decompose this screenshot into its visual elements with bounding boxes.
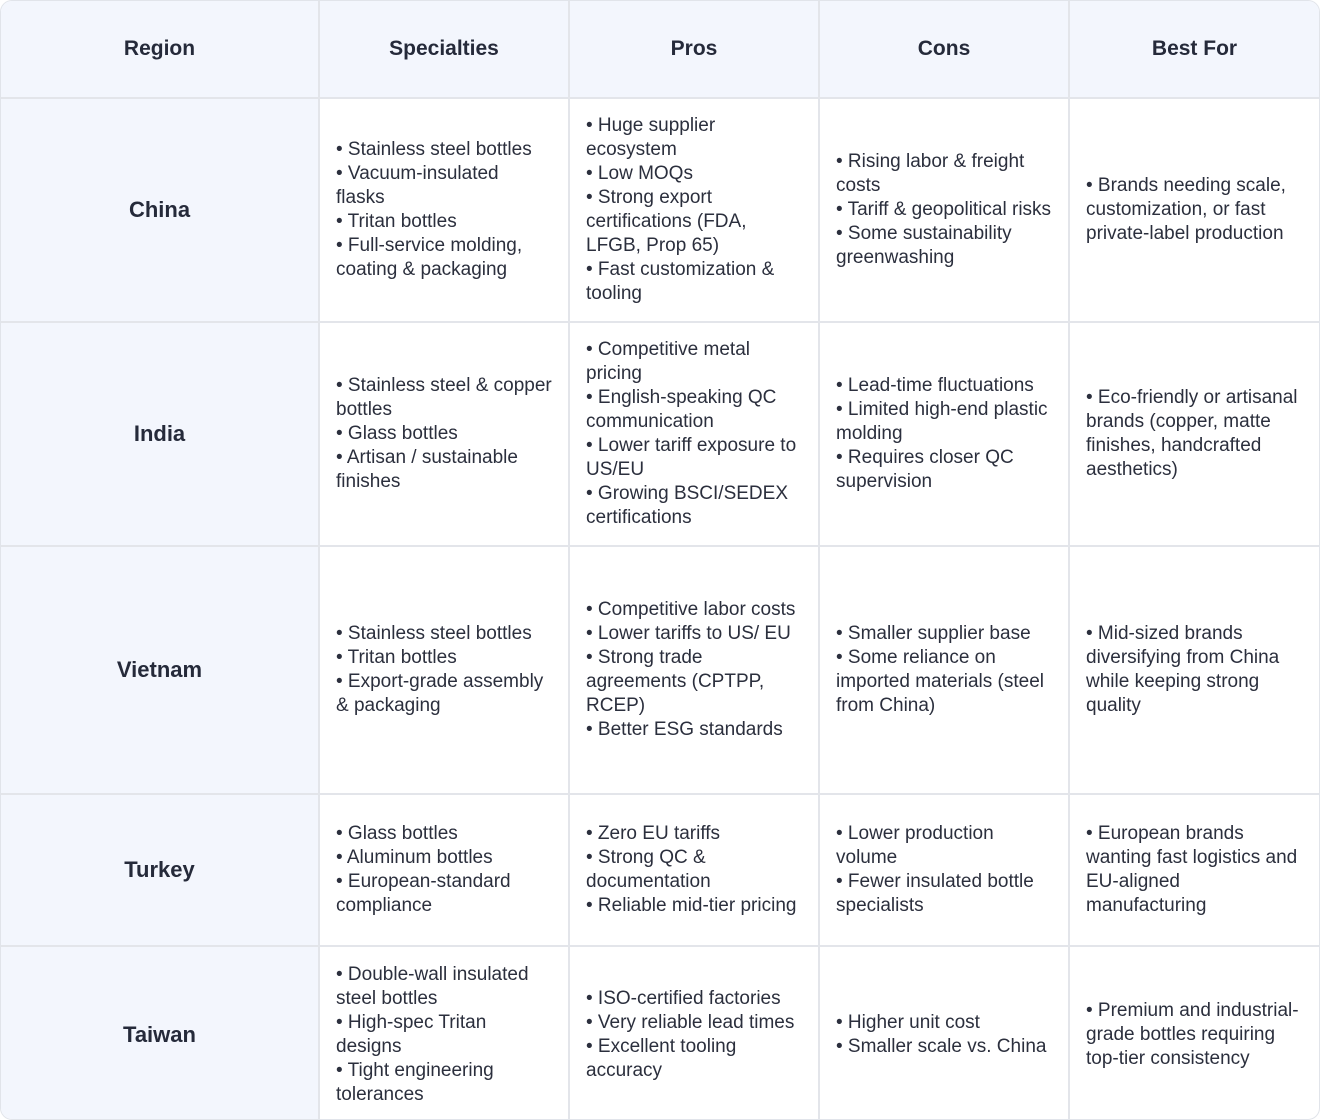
list-item: • Very reliable lead times: [586, 1011, 795, 1033]
specialties-cell: [319, 546, 569, 794]
list-item: • Excellent tooling accuracy: [586, 1035, 737, 1081]
list-item: • Smaller supplier base: [836, 623, 1031, 644]
list-item: • Mid-sized brands diversifying from China while keeping strong quality: [1086, 623, 1280, 716]
list-item: • Some reliance on imported materials (steel from China): [836, 647, 1045, 716]
list-item: • Tritan bottles: [336, 211, 457, 232]
cons-cell: [819, 794, 1069, 946]
list-item: • Requires closer QC supervision: [836, 447, 1014, 492]
list-item: • Aluminum bottles: [336, 847, 493, 868]
best-for-cell: [1069, 794, 1319, 946]
list-item: • Stainless steel & copper bottles: [336, 375, 552, 420]
list-item: • Rising labor & freight costs: [836, 151, 1025, 196]
list-item: • Glass bottles: [336, 423, 458, 444]
list-item: • Lead-time fluctuations: [836, 375, 1034, 396]
list-item: • Stainless steel bottles: [336, 623, 532, 644]
list-item: • European-standard compliance: [336, 871, 511, 916]
list-item: • Zero EU tariffs: [586, 823, 721, 844]
list-item: • Limited high-end plastic molding: [836, 399, 1048, 444]
region-name: Taiwan: [1, 946, 319, 1120]
header-specialties: Specialties: [319, 1, 569, 98]
list-item: • European brands wanting fast logistics and EU-aligned manufacturing: [1086, 823, 1298, 916]
list-item: • Some sustainability greenwashing: [836, 223, 1012, 268]
cons-cell: [819, 322, 1069, 546]
list-item: • Tight engineering tolerances: [336, 1059, 494, 1105]
specialties-cell: [319, 322, 569, 546]
list-item: • Lower tariffs to US/ EU: [586, 623, 791, 644]
list-item: • Stainless steel bottles: [336, 139, 532, 160]
list-item: • Tariff & geopolitical risks: [836, 199, 1052, 220]
table-row: [1, 546, 1319, 794]
specialties-cell: [319, 98, 569, 322]
cons-cell: [819, 946, 1069, 1120]
specialties-cell: [319, 794, 569, 946]
list-item: • Strong QC & documentation: [586, 847, 711, 892]
best-for-cell: [1069, 946, 1319, 1120]
list-item: • ISO-certified factories: [586, 987, 781, 1009]
pros-cell: [569, 98, 819, 322]
list-item: • Tritan bottles: [336, 647, 457, 668]
list-item: • Growing BSCI/SEDEX certifications: [586, 483, 788, 528]
pros-cell: [569, 546, 819, 794]
pros-cell: [569, 794, 819, 946]
region-name: India: [1, 322, 319, 546]
list-item: • Vacuum-insulated flasks: [336, 163, 499, 208]
cons-cell: [819, 546, 1069, 794]
table-row: [1, 946, 1319, 1120]
specialties-cell: [319, 946, 569, 1120]
list-item: • Strong export certifications (FDA, LFGB, Prop 65): [586, 187, 747, 256]
list-item: • English-speaking QC communication: [586, 387, 777, 432]
list-item: • Higher unit cost: [836, 1011, 980, 1033]
list-item: • Lower production volume: [836, 823, 994, 868]
pros-cell: [569, 946, 819, 1120]
list-item: • Eco-friendly or artisanal brands (copper, matte finishes, handcrafted aesthetics): [1086, 387, 1298, 480]
table-row: [1, 98, 1319, 322]
list-item: • Reliable mid-tier pricing: [586, 895, 797, 916]
list-item: • Better ESG standards: [586, 719, 783, 740]
pros-cell: [569, 322, 819, 546]
list-item: • Fast customization & tooling: [586, 259, 775, 304]
best-for-cell: [1069, 322, 1319, 546]
list-item: • Strong trade agreements (CPTPP, RCEP): [586, 647, 765, 716]
list-item: • Double-wall insulated steel bottles: [336, 963, 529, 1009]
header-pros: Pros: [569, 1, 819, 98]
list-item: • Smaller scale vs. China: [836, 1035, 1047, 1057]
region-name: Turkey: [1, 794, 319, 946]
header-row: [1, 1, 1319, 98]
list-item: • Fewer insulated bottle specialists: [836, 871, 1034, 916]
best-for-cell: [1069, 546, 1319, 794]
region-name: Vietnam: [1, 546, 319, 794]
list-item: • Brands needing scale, customization, or fast private-label production: [1086, 175, 1286, 244]
table-row: [1, 794, 1319, 946]
list-item: • Competitive labor costs: [586, 599, 796, 620]
list-item: • High-spec Tritan designs: [336, 1011, 487, 1057]
list-item: • Lower tariff exposure to US/EU: [586, 435, 797, 480]
header-region: Region: [1, 1, 319, 98]
list-item: • Low MOQs: [586, 163, 693, 184]
list-item: • Premium and industrial-grade bottles requiring top-tier consistency: [1086, 999, 1299, 1069]
list-item: • Glass bottles: [336, 823, 458, 844]
header-cons: Cons: [819, 1, 1069, 98]
list-item: • Export-grade assembly & packaging: [336, 671, 544, 716]
cons-cell: [819, 98, 1069, 322]
list-item: • Competitive metal pricing: [586, 339, 750, 384]
table-row: [1, 322, 1319, 546]
best-for-cell: [1069, 98, 1319, 322]
list-item: • Full-service molding, coating & packaging: [336, 235, 523, 280]
region-name: China: [1, 98, 319, 322]
region-comparison-table: [1, 1, 1319, 1120]
list-item: • Huge supplier ecosystem: [586, 115, 716, 160]
list-item: • Artisan / sustainable finishes: [336, 447, 518, 492]
header-best-for: Best For: [1069, 1, 1319, 98]
